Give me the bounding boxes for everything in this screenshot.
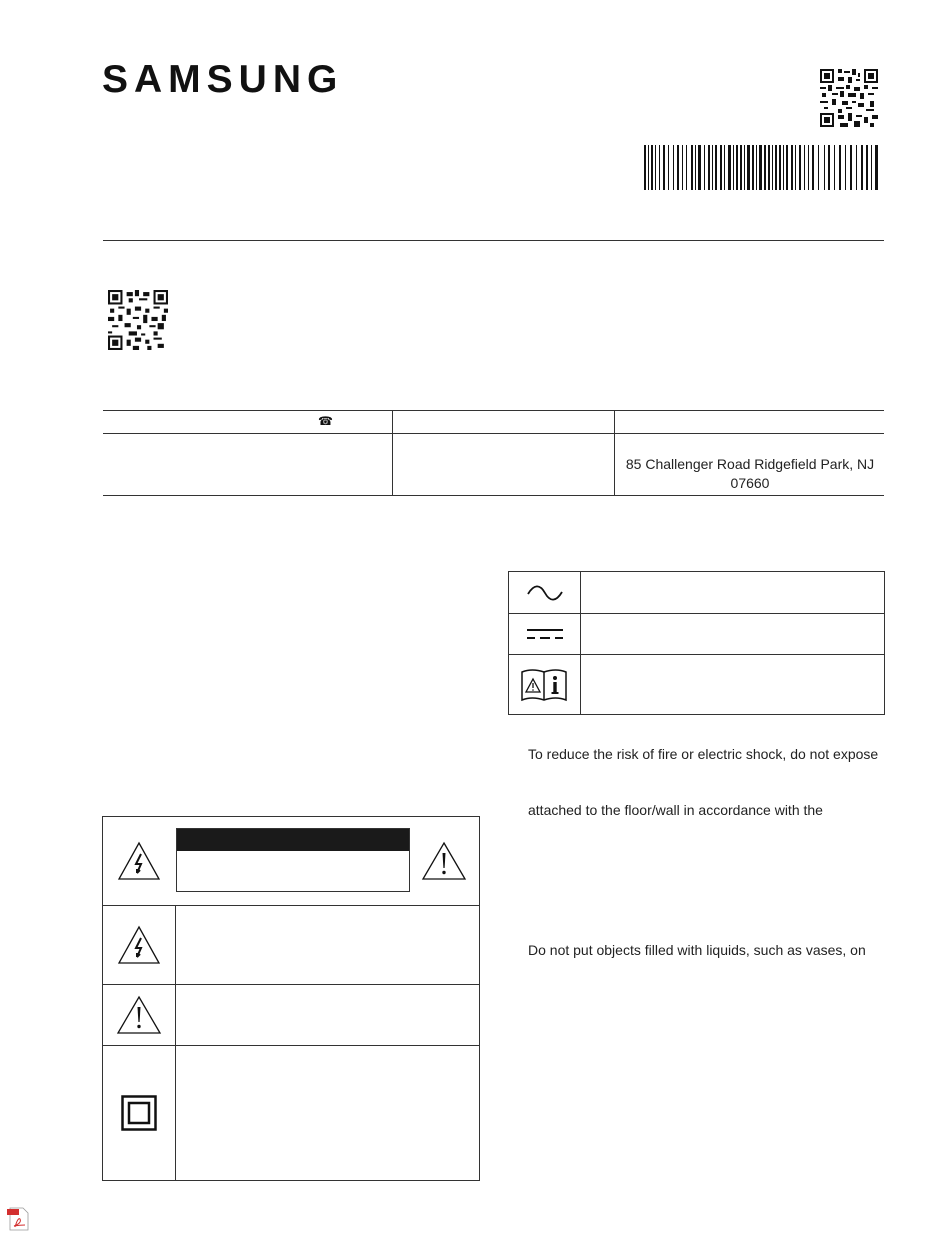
caution-table-row-divider — [103, 984, 479, 985]
symbol-table-col-divider — [580, 572, 581, 714]
symbol-table-row-divider — [509, 654, 884, 655]
electric-shock-symbol-icon — [117, 925, 161, 965]
symbol-table-row-divider — [509, 613, 884, 614]
phone-icon: ☎ — [318, 414, 333, 428]
exclamation-symbol-icon — [116, 995, 162, 1035]
manual-qr-code-icon — [108, 290, 168, 350]
contact-table-header-line — [103, 433, 884, 434]
contact-table — [103, 410, 884, 496]
contact-table-col-divider — [392, 411, 393, 495]
warning-text-line: attached to the floor/wall in accordance with the — [528, 802, 823, 818]
barcode-icon — [644, 145, 878, 190]
symbol-table — [508, 571, 885, 715]
header-divider — [103, 240, 884, 241]
ac-current-icon — [526, 584, 564, 602]
dc-current-icon — [526, 627, 564, 641]
electric-shock-warning-icon — [117, 841, 161, 881]
qr-code-icon — [820, 69, 878, 127]
read-manual-icon — [520, 668, 568, 702]
caution-table — [102, 816, 480, 1181]
caution-table-col-divider — [175, 905, 176, 1180]
caution-label-bar — [177, 829, 409, 851]
warning-text-line: To reduce the risk of fire or electric shock, do not expose — [528, 746, 879, 762]
caution-table-row-divider — [103, 905, 479, 906]
pdf-file-icon — [6, 1207, 32, 1231]
caution-exclamation-icon — [421, 841, 467, 881]
samsung-logo: SAMSUNG — [102, 58, 344, 101]
caution-label-box — [176, 828, 410, 892]
double-insulation-icon — [121, 1095, 157, 1131]
warning-text-line: Do not put objects filled with liquids, such as vases, on — [528, 942, 866, 958]
contact-address: 85 Challenger Road Ridgefield Park, NJ 07660 — [625, 456, 875, 491]
caution-table-row-divider — [103, 1045, 479, 1046]
